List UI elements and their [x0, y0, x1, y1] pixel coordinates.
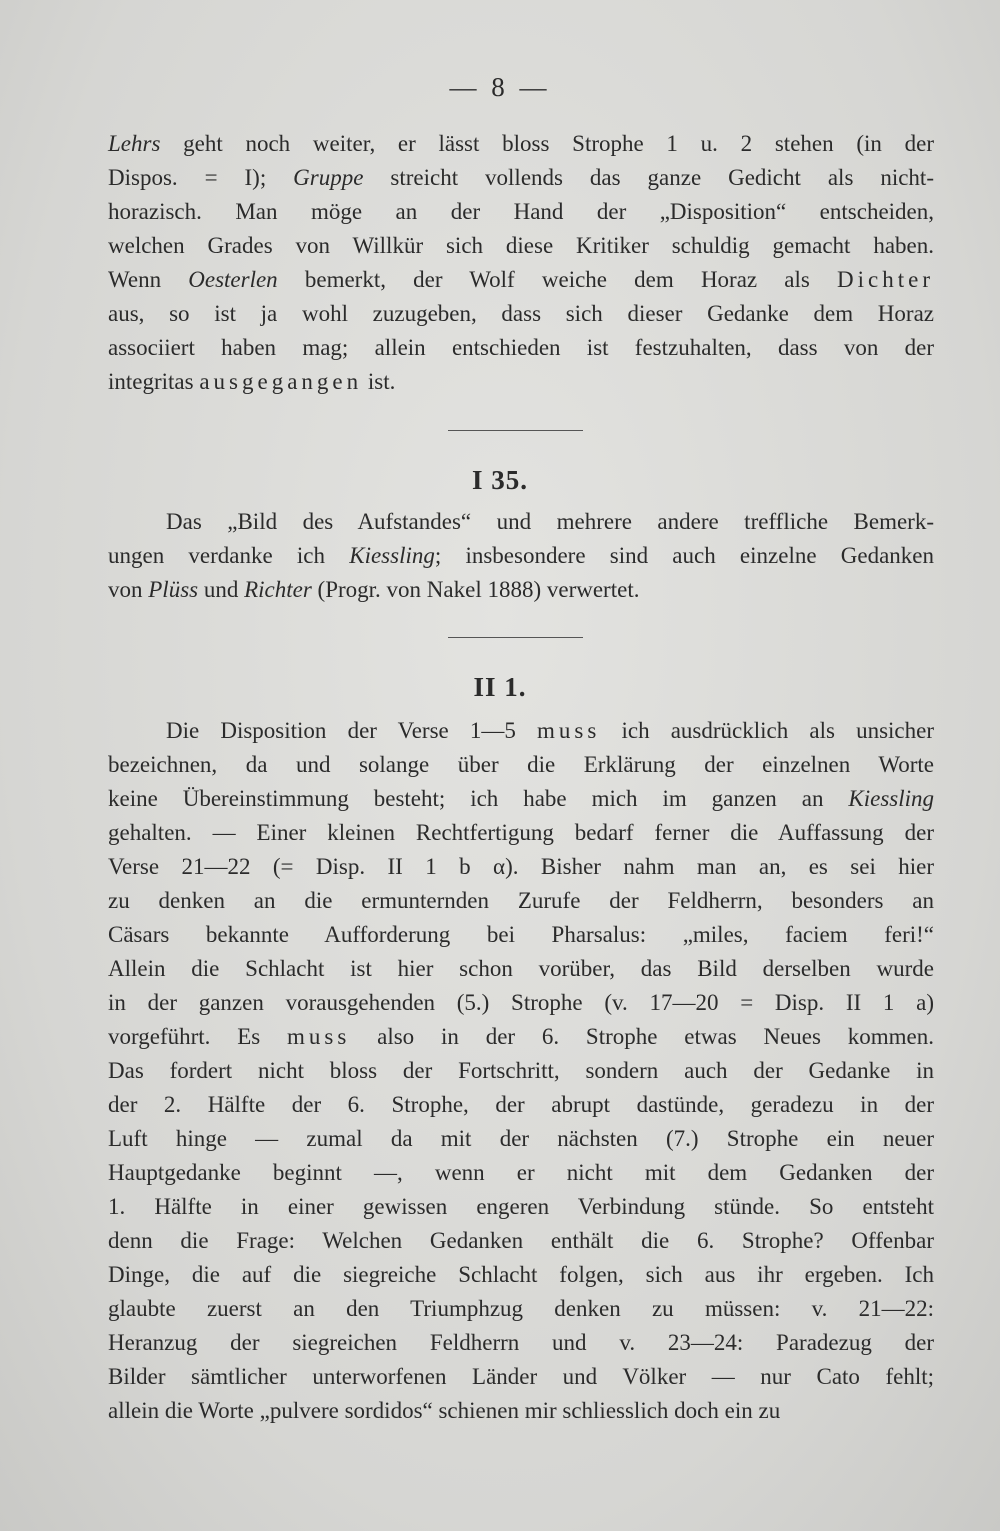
section-divider: [448, 430, 583, 431]
text-line: in der ganzen vorausgehenden (5.) Strophe (v. 17—20 = Disp. II 1 a): [108, 990, 934, 1015]
text-line: ungen verdanke ich Kiessling; insbesondere sind auch einzelne Gedanken: [108, 543, 934, 568]
text-line: Dispos. = I); Gruppe streicht vollends das ganze Gedicht als nicht-: [108, 165, 934, 190]
text-line: Hauptgedanke beginnt —, wenn er nicht mit dem Gedanken der: [108, 1160, 934, 1185]
text-line: associiert haben mag; allein entschieden ist festzuhalten, dass von der: [108, 335, 934, 360]
text-line: glaubte zuerst an den Triumphzug denken zu müssen: v. 21—22:: [108, 1296, 934, 1321]
text-line: Bilder sämtlicher unterworfenen Länder und Völker — nur Cato fehlt;: [108, 1364, 934, 1389]
text-line: 1. Hälfte in einer gewissen engeren Verbindung stünde. So entsteht: [108, 1194, 934, 1219]
page-number: — 8 —: [449, 72, 551, 102]
text-line: gehalten. — Einer kleinen Rechtfertigung bedarf ferner die Auffassung der: [108, 820, 934, 845]
section-divider: [448, 637, 583, 638]
text-line: aus, so ist ja wohl zuzugeben, dass sich dieser Gedanke dem Horaz: [108, 301, 934, 326]
text-line: Dinge, die auf die siegreiche Schlacht folgen, sich aus ihr ergeben. Ich: [108, 1262, 934, 1287]
paragraph-lehrs: [108, 127, 934, 399]
text-line: Verse 21—22 (= Disp. II 1 b α). Bisher nahm man an, es sei hier: [108, 854, 934, 879]
text-line: horazisch. Man möge an der Hand der „Disposition“ entscheiden,: [108, 199, 934, 224]
text-line: Die Disposition der Verse 1—5 muss ich ausdrücklich als unsicher: [166, 718, 934, 743]
text-line: denn die Frage: Welchen Gedanken enthält die 6. Strophe? Offenbar: [108, 1228, 934, 1253]
text-line: Wenn Oesterlen bemerkt, der Wolf weiche dem Horaz als Dichter: [108, 267, 935, 292]
paragraph-ii-1: [108, 714, 934, 1428]
text-line: integritas ausgegangen ist.: [108, 369, 396, 394]
text-line: zu denken an die ermunternden Zurufe der Feldherrn, besonders an: [108, 888, 934, 913]
paragraph-i-35: [108, 505, 934, 607]
text-line: Luft hinge — zumal da mit der nächsten (7.) Strophe ein neuer: [108, 1126, 934, 1151]
text-line: allein die Worte „pulvere sordidos“ schienen mir schliesslich doch ein zu: [108, 1398, 781, 1423]
text-line: Allein die Schlacht ist hier schon vorüber, das Bild derselben wurde: [108, 956, 934, 981]
text-line: Heranzug der siegreichen Feldherrn und v. 23—24: Paradezug der: [108, 1330, 934, 1355]
text-line: der 2. Hälfte der 6. Strophe, der abrupt dastünde, geradezu in der: [108, 1092, 934, 1117]
text-line: Lehrs geht noch weiter, er lässt bloss Strophe 1 u. 2 stehen (in der: [108, 131, 934, 156]
text-line: Cäsars bekannte Aufforderung bei Pharsalus: „miles, faciem feri!“: [108, 922, 934, 947]
text-line: bezeichnen, da und solange über die Erklärung der einzelnen Worte: [108, 752, 934, 777]
text-line: welchen Grades von Willkür sich diese Kritiker schuldig gemacht haben.: [108, 233, 934, 258]
section-heading-i-35: I 35.: [471, 465, 528, 495]
text-line: keine Übereinstimmung besteht; ich habe mich im ganzen an Kiessling: [108, 786, 934, 811]
text-line: Das fordert nicht bloss der Fortschritt, sondern auch der Gedanke in: [108, 1058, 934, 1083]
text-line: vorgeführt. Es muss also in der 6. Strophe etwas Neues kommen.: [108, 1024, 934, 1049]
text-line: Das „Bild des Aufstandes“ und mehrere andere treffliche Bemerk-: [166, 509, 934, 534]
section-heading-ii-1: II 1.: [473, 672, 527, 702]
text-line: von Plüss und Richter (Progr. von Nakel 1888) verwertet.: [108, 577, 640, 602]
